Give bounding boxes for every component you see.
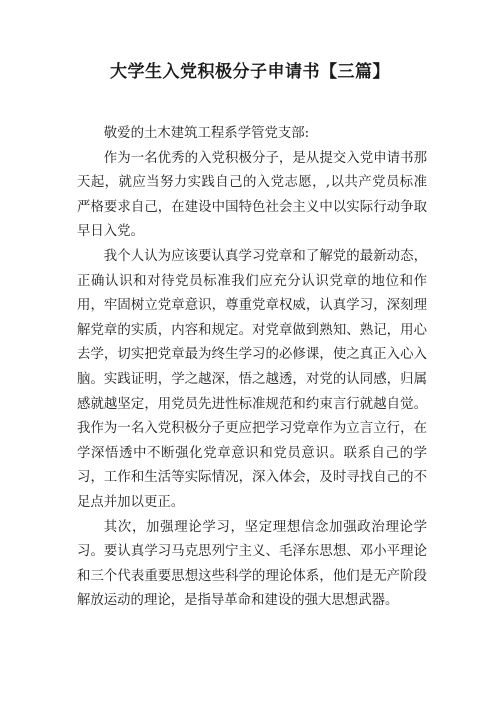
paragraph-2: 我个人认为应该要认真学习党章和了解党的最新动态，正确认识和对待党员标准我们应充分认识党章的地位和作用，牢固树立党章意识，尊重党章权威，认真学习，深刻理解党章的实质，内容和规定。对党章做到熟知、熟记，用心去学，切实把党章最为终生学习的必修课，使之真正入心入脑。实践证明，学之越深，悟之越透，对党的认同感，归属感就越坚定，用党员先进性标准规范和约束言行就越自觉。我作为一名入党积极分子更应把学习党章作为立言立行，在学深悟透中不断强化党章意识和党员意识。联系自己的学习，工作和生活等实际情况，深入体会，及时寻找自己的不足点并加以更正。 [77, 248, 427, 510]
salutation: 敬爱的土木建筑工程系学管党支部: [103, 126, 310, 141]
paragraph-1: 作为一名优秀的入党积极分子，是从提交入党申请书那天起，就应当努力实践自己的入党志愿，,以共产党员标准严格要求自己，在建设中国特色社会主义中以实际行动争取早日入党。 [77, 150, 427, 240]
document-title: 大学生入党积极分子申请书【三篇】 [110, 62, 390, 82]
paragraph-3: 其次，加强理论学习，坚定理想信念加强政治理论学习。要认真学习马克思列宁主义、毛泽东思想、邓小平理论和三个代表重要思想这些科学的理论体系，他们是无产阶段解放运动的理论，是指导革命和建设的强大思想武器。 [77, 519, 427, 609]
document-body [77, 122, 427, 614]
